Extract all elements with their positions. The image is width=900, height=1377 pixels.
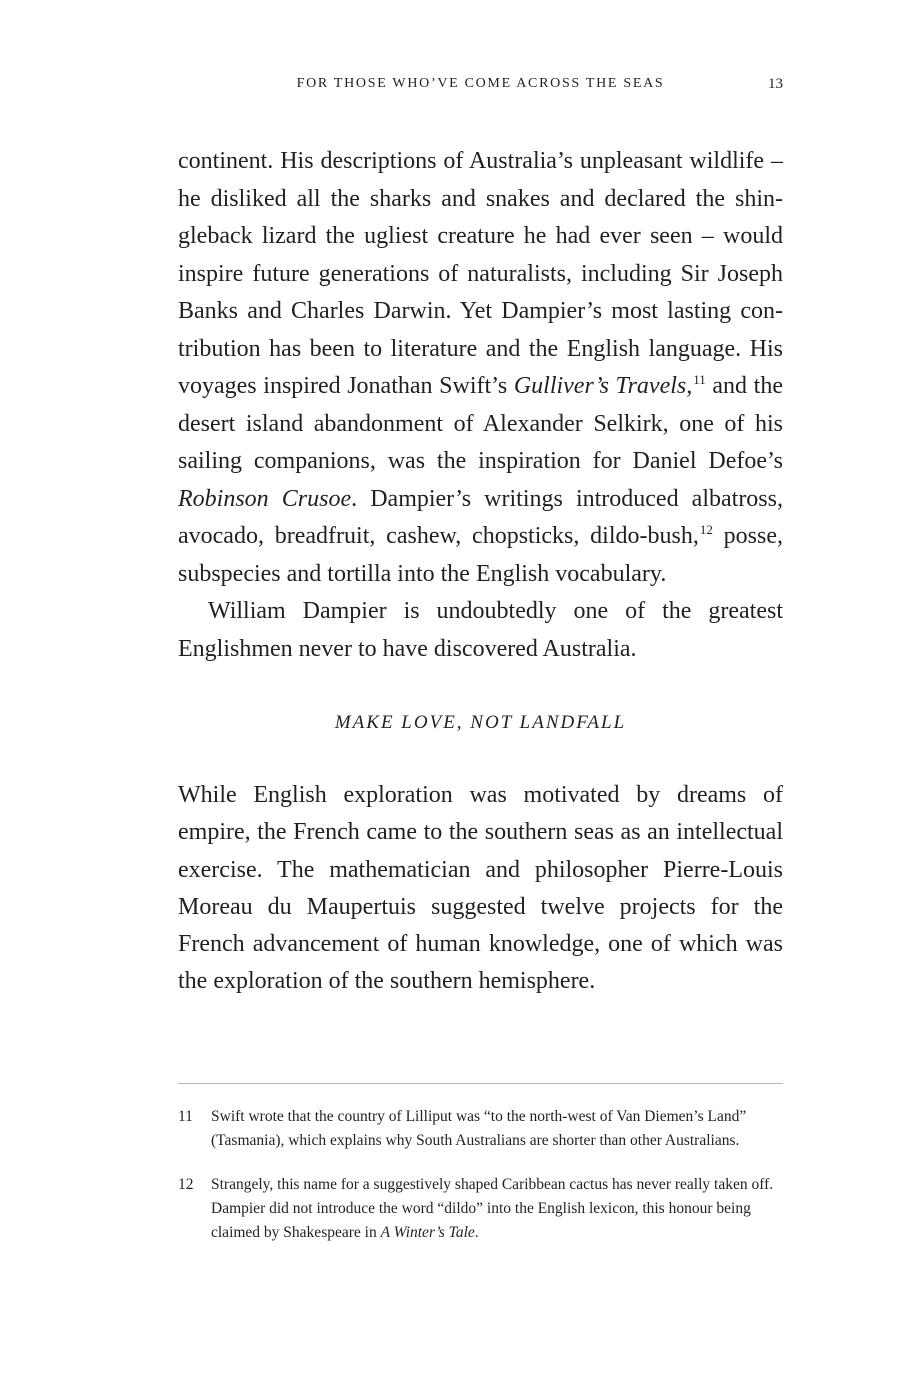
running-head xyxy=(178,76,783,96)
footnote xyxy=(178,1173,783,1245)
footnote-number: 11 xyxy=(178,1108,193,1125)
paragraph xyxy=(178,143,783,593)
text-run: . xyxy=(474,1224,479,1241)
text-run: posse, subspecies and tortilla into the English vocabulary. xyxy=(178,523,783,587)
text-run: William Dampier is undoubtedly one of the greatest Englishmen never to have discovered Australia. xyxy=(178,598,783,662)
text-run: Swift wrote that the country of Lilliput was “to the north-west of Van Diemen’s Land” (Tasmania), which explains why South Australians are shorter than other Australians. xyxy=(211,1108,747,1149)
section-heading: MAKE LOVE, NOT LANDFALL xyxy=(334,712,627,733)
italic-title: , xyxy=(686,373,693,399)
text-run: continent. His descriptions of Australia’s unpleasant wildlife – he disliked all the sharks and snakes and declared the shingleback lizard the ugliest creature he had ever seen – would inspire future generations of naturalists, including Sir Joseph Banks and Charles Darwin. Yet Dampier’s most lasting contribution has been to literature and the English language. His voyages inspired Jonathan Swift’s xyxy=(178,148,783,399)
footnote-ref: 12 xyxy=(699,522,713,537)
footnote-rule xyxy=(178,1083,783,1084)
footnote xyxy=(178,1105,783,1153)
text-run: and the desert island abandonment of Alexander Selkirk, one of his sailing companions, was the inspiration for Daniel Defoe’s xyxy=(178,373,783,474)
italic-title: Gulliver’s Travels xyxy=(513,373,687,399)
footnotes xyxy=(178,1105,783,1265)
section-paragraph: While English exploration was motivated by dreams of empire, the French came to the southern seas as an intellectual exercise. The mathematician and philosopher Pierre-Louis Moreau du Maupertuis suggested twelve projects for the French advancement of human knowledge, one of which was the exploration of the southern hemisphere. xyxy=(178,782,783,995)
italic-title: A Winter’s Tale xyxy=(380,1224,475,1241)
running-title: FOR THOSE WHO’VE COME ACROSS THE SEAS xyxy=(296,76,665,91)
section-body xyxy=(178,777,783,1001)
paragraph xyxy=(178,593,783,668)
text-run: . Dampier’s writings introduced albatross, avocado, breadfruit, cashew, chopsticks, dildo-bush, xyxy=(178,485,783,549)
body-text xyxy=(178,143,783,668)
italic-title: Robinson Crusoe xyxy=(178,485,352,512)
footnote-ref: 11 xyxy=(693,372,706,387)
page-number: 13 xyxy=(768,76,783,92)
text-run: Strangely, this name for a suggestively shaped Caribbean cactus has never really taken off. Dampier did not introduce the word “dildo” into the English lexicon, this honour being claimed by Shakespeare in xyxy=(211,1176,774,1241)
footnote-number: 12 xyxy=(178,1176,194,1193)
